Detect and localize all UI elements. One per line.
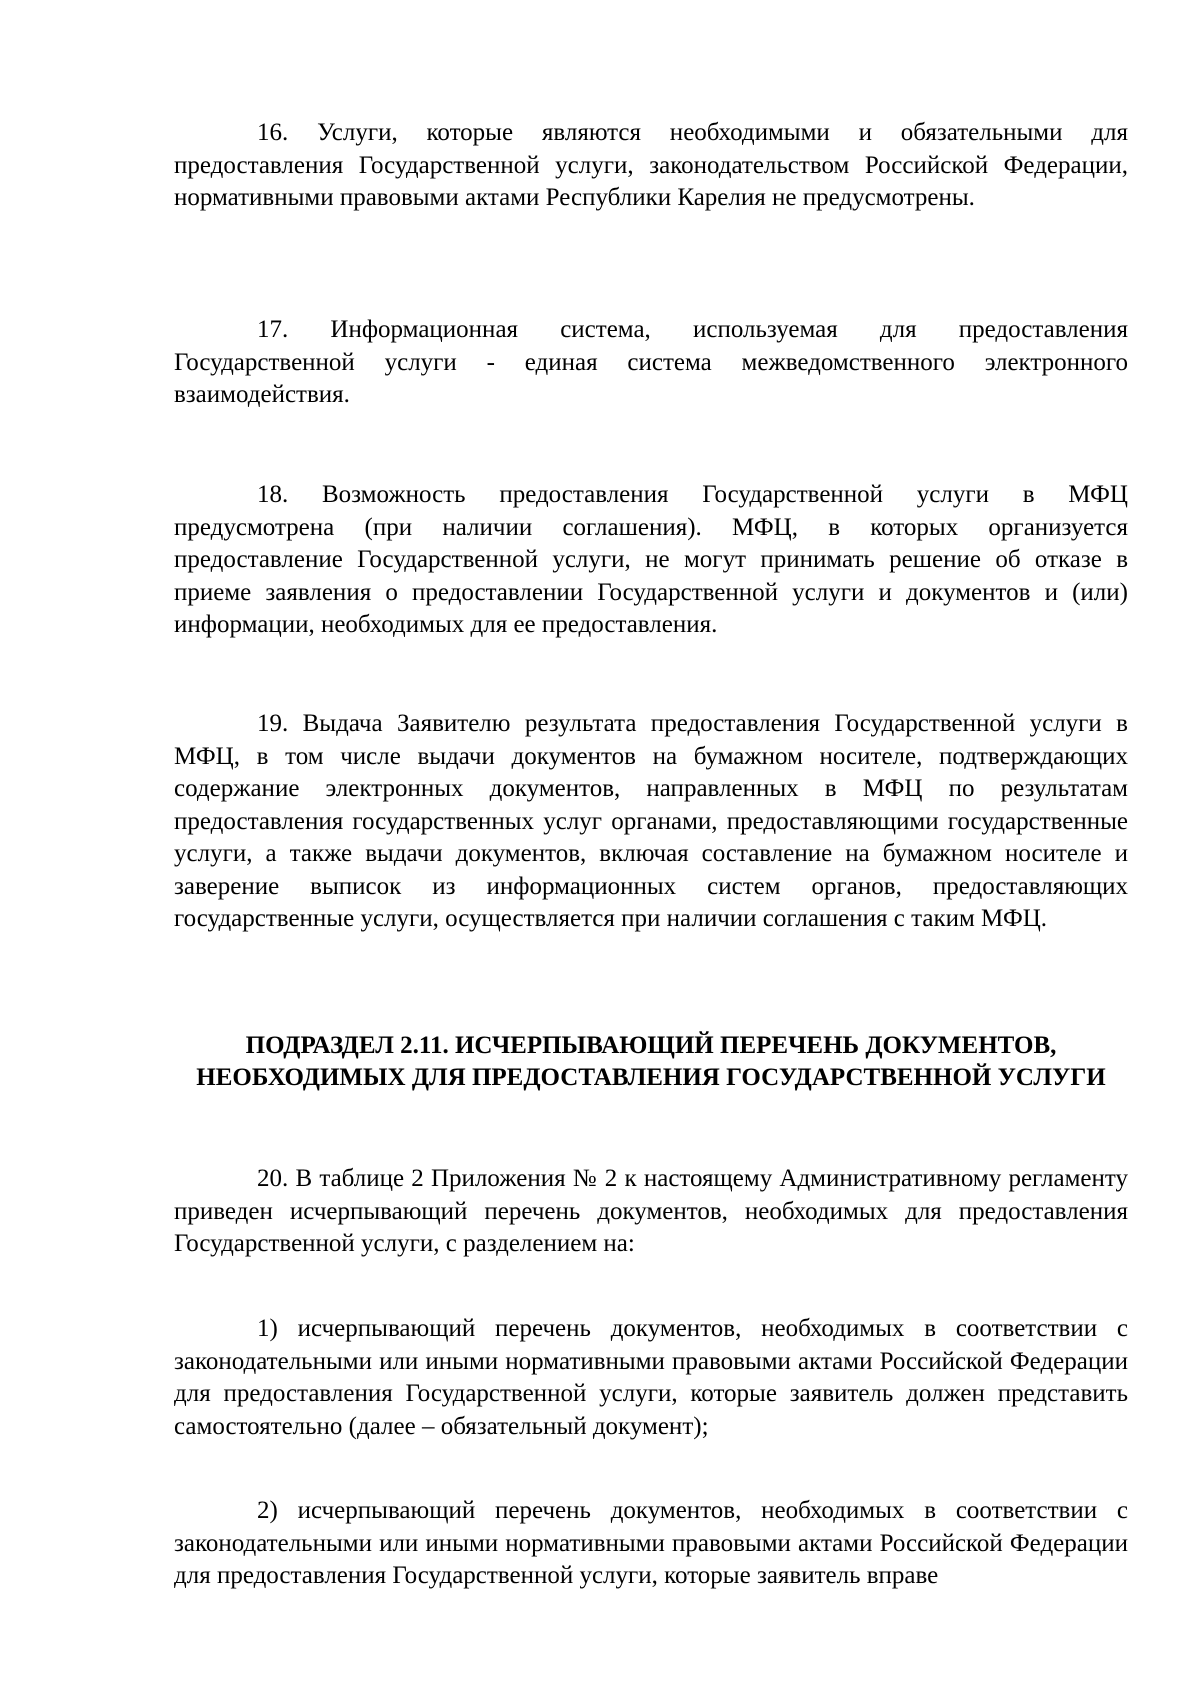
paragraph-16: 16. Услуги, которые являются необходимыми и обязательными для предоставления Государственной услуги, законодательством Российской Федерации, нормативными правовыми актами Республики Карелия не предусмотрены. — [174, 119, 1128, 211]
section-heading: ПОДРАЗДЕЛ 2.11. ИСЧЕРПЫВАЮЩИЙ ПЕРЕЧЕНЬ ДОКУМЕНТОВ, НЕОБХОДИМЫХ ДЛЯ ПРЕДОСТАВЛЕНИЯ ГОСУДАРСТВЕННОЙ УСЛУГИ — [196, 1032, 1106, 1091]
paragraph-20-item-2: 2) исчерпывающий перечень документов, необходимых в соответствии с законодательными или иными нормативными правовыми актами Российской Федерации для предоставления Государственной услуги, которые заявитель вправе — [174, 1497, 1128, 1589]
paragraph-18: 18. Возможность предоставления Государственной услуги в МФЦ предусмотрена (при наличии соглашения). МФЦ, в которых организуется предоставление Государственной услуги, не могут принимать решение об отказе в приеме заявления о предоставлении Государственной услуги и документов и (или) информации, необходимых для ее предоставления. — [174, 481, 1128, 638]
paragraph-17: 17. Информационная система, используемая для предоставления Государственной услуги - единая система межведомственного электронного взаимодействия. — [174, 316, 1128, 408]
paragraph-19: 19. Выдача Заявителю результата предоставления Государственной услуги в МФЦ, в том числе выдачи документов на бумажном носителе, подтверждающих содержание электронных документов, направленных в МФЦ по результатам предоставления государственных услуг органами, предоставляющими государственные услуги, а также выдачи документов, включая составление на бумажном носителе и заверение выписок из информационных систем органов, предоставляющих государственные услуги, осуществляется при наличии соглашения с таким МФЦ. — [174, 710, 1128, 932]
paragraph-20: 20. В таблице 2 Приложения № 2 к настоящему Административному регламенту приведен исчерпывающий перечень документов, необходимых для предоставления Государственной услуги, с разделением на: — [174, 1165, 1128, 1257]
paragraph-20-item-1: 1) исчерпывающий перечень документов, необходимых в соответствии с законодательными или иными нормативными правовыми актами Российской Федерации для предоставления Государственной услуги, которые заявитель должен представить самостоятельно (далее – обязательный документ); — [174, 1315, 1128, 1440]
